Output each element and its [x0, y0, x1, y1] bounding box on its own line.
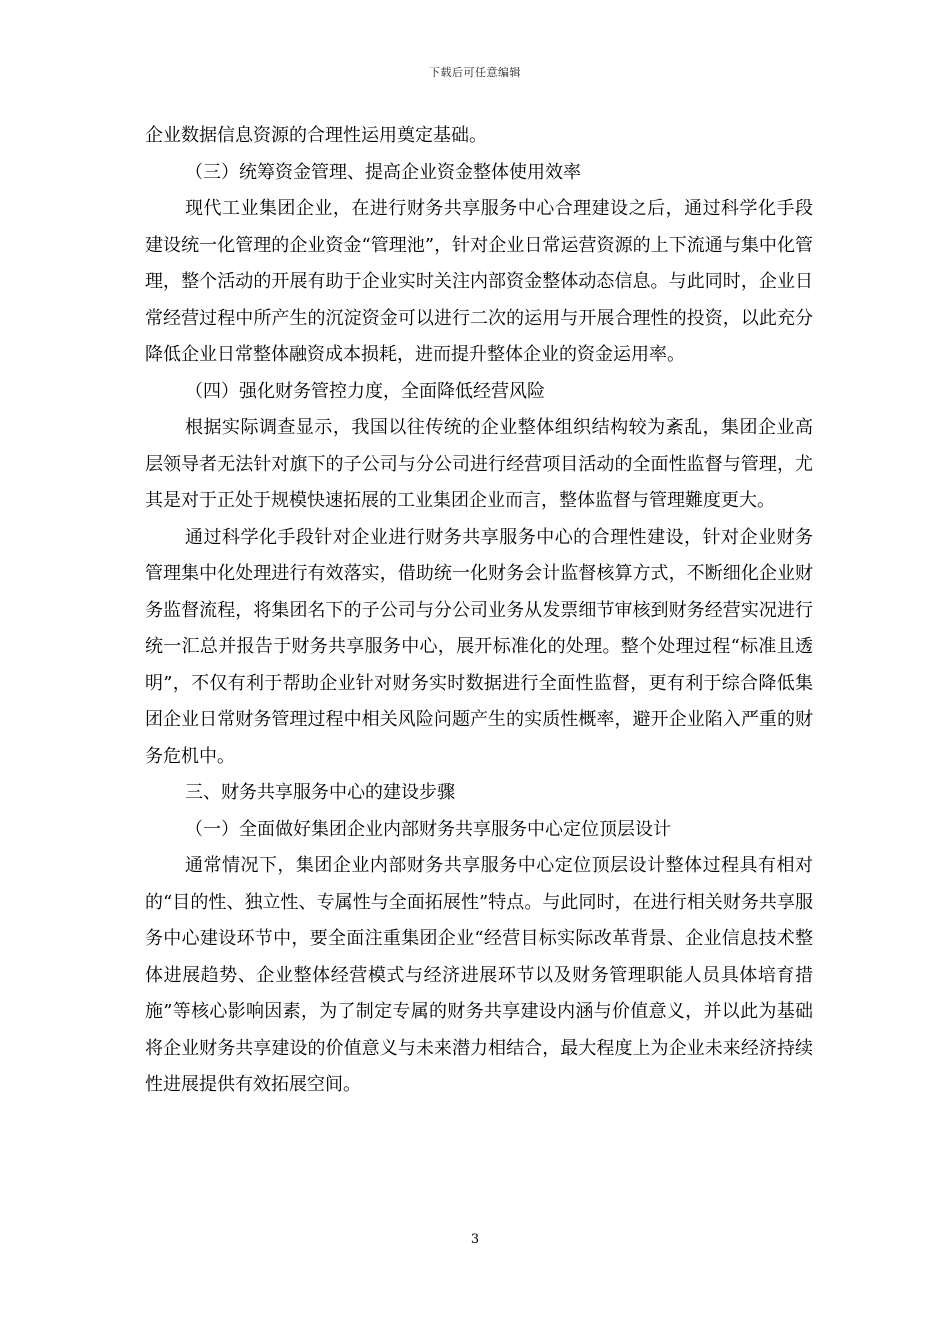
- paragraph-top-design: 通常情况下，集团企业内部财务共享服务中心定位顶层设计整体过程具有相对的“目的性、独立性、专属性与全面拓展性”特点。与此同时，在进行相关财务共享服务中心建设环节中，要全面注重集团企业“经营目标实际改革背景、企业信息技术整体进展趋势、企业整体经营模式与经济进展环节以及财务管理职能人员具体培育措施”等核心影响因素，为了制定专属的财务共享建设内涵与价值意义，并以此为基础将企业财务共享建设的价值意义与未来潜力相结合，最大程度上为企业未来经济持续性进展提供有效拓展空间。: [145, 855, 813, 1095]
- page-header: 下载后可任意编辑: [429, 66, 521, 79]
- section-heading-3: （三）统筹资金管理、提高企业资金整体使用效率: [185, 161, 581, 183]
- document-body: [145, 118, 813, 1104]
- paragraph-survey: 根据实际调查显示，我国以往传统的企业整体组织结构较为紊乱，集团企业高层领导者无法针对旗下的子公司与分公司进行经营项目活动的全面性监督与管理，尤其是对于正处于规模快速拓展的工业集团企业而言，整体监督与管理難度更大。: [145, 417, 813, 511]
- paragraph-continuation: 企业数据信息资源的合理性运用奠定基础。: [145, 125, 487, 146]
- paragraph-standardization: 通过科学化手段针对企业进行财务共享服务中心的合理性建设，针对企业财务管理集中化处理进行有效落实，借助统一化财务会计监督核算方式，不断细化企业财务监督流程，将集团名下的子公司与分公司业务从发票细节审核到财务经营实况进行统一汇总并报告于财务共享服务中心，展开标准化的处理。整个处理过程“标准且透明”，不仅有利于帮助企业针对财务实时数据进行全面性监督，更有利于综合降低集团企业日常财务管理过程中相关风险问题产生的实质性概率，避开企业陷入严重的财务危机中。: [145, 526, 813, 767]
- section-heading-4: （四）强化财务管控力度，全面降低经营风险: [185, 380, 545, 402]
- page-number: 3: [470, 1232, 480, 1247]
- section-heading-1: （一）全面做好集团企业内部财务共享服务中心定位顶层设计: [185, 818, 671, 840]
- paragraph-fund-management: 现代工业集团企业，在进行财务共享服务中心合理建设之后，通过科学化手段建设统一化管理的企业资金“管理池”，针对企业日常运营资源的上下流通与集中化管理，整个活动的开展有助于企业实时关注内部资金整体动态信息。与此同时，企业日常经营过程中所产生的沉淀资金可以进行二次的运用与开展合理性的投资，以此充分降低企业日常整体融资成本损耗，进而提升整体企业的资金运用率。: [145, 198, 813, 365]
- chapter-heading-steps: 三、财务共享服务中心的建设步骤: [185, 782, 455, 803]
